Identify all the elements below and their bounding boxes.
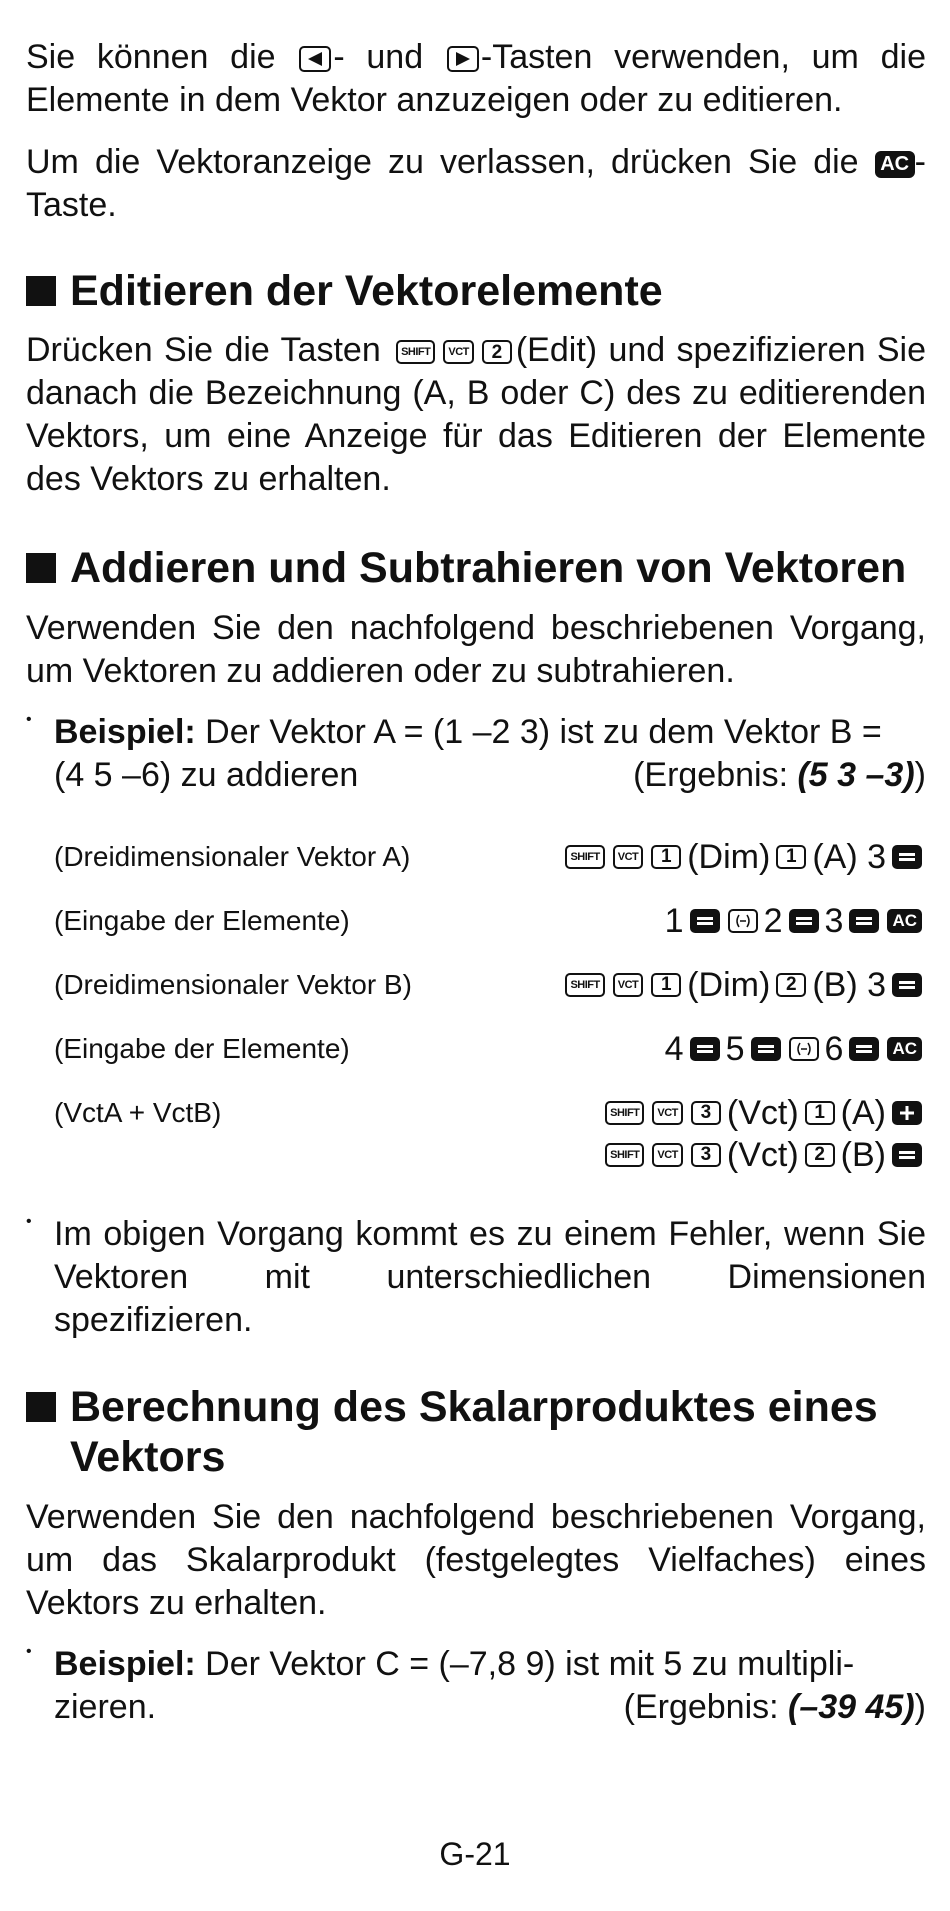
- ac-key-icon: AC: [875, 151, 915, 178]
- equals-key-icon: [690, 1037, 720, 1061]
- example-scalar-line2: [54, 1686, 926, 1729]
- plus-key-icon: [892, 1101, 922, 1125]
- equals-key-icon: [789, 909, 819, 933]
- intro-paragraph-2: [26, 141, 926, 227]
- key-row: [54, 889, 926, 953]
- example-label: Beispiel:: [54, 1645, 196, 1683]
- example-label: Beispiel:: [54, 713, 196, 751]
- key-1-icon: 1: [651, 845, 681, 869]
- example-add-line1: [54, 711, 926, 754]
- key-text: (A) 3: [812, 837, 886, 876]
- section3-paragraph: Verwenden Sie den nachfolgend beschriebenen Vorgang, um das Skalarprodukt (festgelegtes Vielfaches) eines Vektors zu erhalten.: [26, 1498, 926, 1622]
- section-title: Addieren und Subtrahieren von Vektoren: [70, 544, 907, 592]
- key-2-icon: 2: [805, 1143, 835, 1167]
- negative-key-icon: [789, 1037, 819, 1061]
- key-text: 3: [824, 901, 844, 940]
- key-sequence: [561, 838, 926, 877]
- equals-key-icon: [690, 909, 720, 933]
- key-3-icon: 3: [691, 1143, 721, 1167]
- key-sequence: [663, 902, 926, 941]
- key-text: 5: [725, 1029, 745, 1068]
- example-scalar: [26, 1643, 926, 1729]
- ac-key-icon: AC: [887, 909, 922, 933]
- shift-key-icon: SHIFT: [396, 340, 435, 364]
- equals-key-icon: [849, 1037, 879, 1061]
- key-text: (Dim): [687, 965, 771, 1004]
- key-row: [54, 825, 926, 889]
- example-scalar-line1: [54, 1643, 926, 1686]
- intro-paragraph-1: [26, 36, 926, 122]
- left-arrow-key-icon: [299, 46, 331, 72]
- key-text: (B) 3: [812, 965, 886, 1004]
- intro-text: Sie können die: [26, 38, 298, 76]
- result-value: (–39 45): [788, 1688, 915, 1726]
- key-row: [54, 1017, 926, 1081]
- key-3-icon: 3: [691, 1101, 721, 1125]
- manual-page: [26, 36, 926, 1729]
- section-heading-scalar: [26, 1382, 926, 1482]
- key-text: (Vct): [726, 1093, 799, 1132]
- result-close: ): [914, 756, 926, 794]
- key-text: 4: [664, 1029, 684, 1068]
- example-text: Der Vektor C = (–7,8 9) ist mit 5 zu multipli-: [195, 1645, 855, 1683]
- key-sequence: [601, 1094, 926, 1133]
- key-text: (B): [840, 1135, 886, 1174]
- equals-key-icon: [892, 1143, 922, 1167]
- equals-key-icon: [751, 1037, 781, 1061]
- example-text: zieren.: [54, 1688, 157, 1726]
- vct-key-icon: VCT: [443, 340, 474, 364]
- section2-paragraph: Verwenden Sie den nachfolgend beschriebenen Vorgang, um Vektoren zu addieren oder zu subtrahieren.: [26, 609, 926, 690]
- intro-text: - und: [333, 38, 445, 76]
- equals-key-icon: [892, 973, 922, 997]
- result-value: (5 3 –3): [797, 756, 915, 794]
- equals-key-icon: [892, 845, 922, 869]
- section-heading-edit: [26, 266, 926, 316]
- key-sequence-table: [26, 825, 926, 1179]
- square-bullet-icon: [26, 553, 56, 583]
- key-sequence: [601, 1136, 926, 1175]
- example-add: [26, 711, 926, 797]
- key-row: [54, 1131, 926, 1179]
- key-2-icon: 2: [482, 340, 512, 364]
- result-close: ): [914, 1688, 926, 1726]
- negative-key-icon: [728, 909, 758, 933]
- key-sequence: [561, 966, 926, 1005]
- key-text: 6: [824, 1029, 844, 1068]
- vct-key-icon: VCT: [652, 1143, 683, 1167]
- section1-paragraph: [26, 329, 926, 501]
- row-label: (Dreidimensionaler Vektor B): [54, 969, 412, 1000]
- square-bullet-icon: [26, 1392, 56, 1422]
- key-text: 1: [664, 901, 684, 940]
- section-title: Editieren der Vektorelemente: [70, 267, 663, 315]
- shift-key-icon: SHIFT: [565, 845, 604, 869]
- example-result: [633, 754, 926, 797]
- example-text: (4 5 –6) zu addieren: [54, 756, 359, 794]
- note-text: • Im obigen Vorgang kommt es zu einem Fehler, wenn Sie Vektoren mit unterschiedlichen Dimensionen spezifizieren.: [54, 1215, 926, 1339]
- equals-key-icon: [849, 909, 879, 933]
- key-1-icon: 1: [805, 1101, 835, 1125]
- page-number: G-21: [439, 1836, 511, 1872]
- example-add-line2: [54, 754, 926, 797]
- key-2-icon: 2: [776, 973, 806, 997]
- ac-key-icon: AC: [887, 1037, 922, 1061]
- row-label: (Eingabe der Elemente): [54, 905, 350, 936]
- result-label: (Ergebnis:: [623, 1688, 789, 1726]
- intro-text: Um die Vektoranzeige zu verlassen, drücken Sie die: [26, 143, 875, 181]
- section-heading-add: [26, 543, 926, 593]
- key-text: (A): [840, 1093, 886, 1132]
- square-bullet-icon: [26, 276, 56, 306]
- shift-key-icon: SHIFT: [605, 1143, 644, 1167]
- vct-key-icon: VCT: [652, 1101, 683, 1125]
- section1-text: Drücken Sie die Tasten: [26, 331, 393, 369]
- note-bullet: [26, 1213, 926, 1342]
- shift-key-icon: SHIFT: [565, 973, 604, 997]
- key-row: [54, 953, 926, 1017]
- key-1-icon: 1: [776, 845, 806, 869]
- key-sequence: [663, 1030, 926, 1069]
- key-1-icon: 1: [651, 973, 681, 997]
- row-label: (Dreidimensionaler Vektor A): [54, 841, 411, 872]
- vct-key-icon: VCT: [613, 973, 644, 997]
- section-title: Berechnung des Skalarproduktes eines Vektors: [70, 1383, 878, 1481]
- shift-key-icon: SHIFT: [605, 1101, 644, 1125]
- key-text: 2: [763, 901, 783, 940]
- example-text: Der Vektor A = (1 –2 3) ist zu dem Vektor B =: [195, 713, 882, 751]
- section1-text: (Edit) und spezifizieren Sie danach die Bezeichnung (A, B oder C) des zu editierenden Vektors, um eine Anzeige für das Editieren der Elemente des Vektors zu erhalten.: [26, 331, 926, 498]
- key-text: (Vct): [726, 1135, 799, 1174]
- intro-text: -Taste.: [26, 143, 926, 224]
- intro-text: -Tasten verwenden, um die Elemente in dem Vektor anzuzeigen oder zu editieren.: [26, 38, 926, 119]
- example-result: [624, 1686, 926, 1729]
- right-arrow-key-icon: [447, 46, 479, 72]
- result-label: (Ergebnis:: [633, 756, 798, 794]
- row-label: (VctA + VctB): [54, 1097, 222, 1128]
- key-text: (Dim): [687, 837, 771, 876]
- row-label: (Eingabe der Elemente): [54, 1033, 350, 1064]
- vct-key-icon: VCT: [613, 845, 644, 869]
